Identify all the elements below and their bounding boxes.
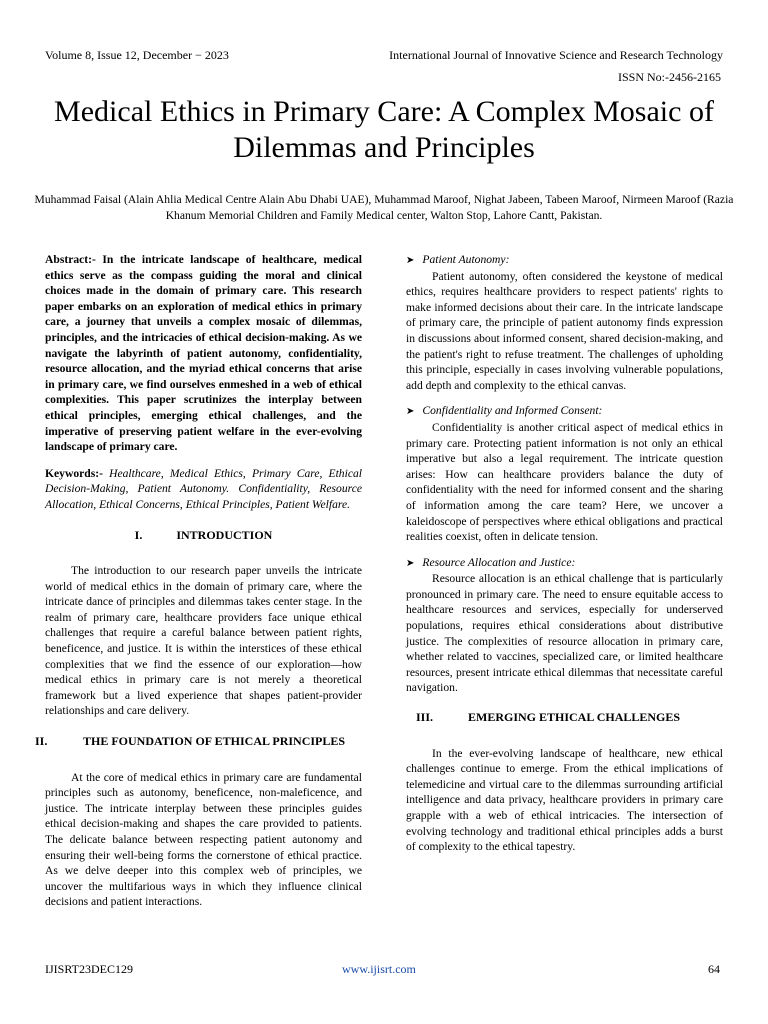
keywords-text: Healthcare, Medical Ethics, Primary Care, Ethical Decision-Making, Patient Autonomy. Confidentiality, Resource Allocation, Ethical Concerns, Ethical Principles, Patient Welfare.	[45, 466, 362, 511]
introduction-body: The introduction to our research paper unveils the intricate world of medical ethics in the domain of primary care, where the intricate dance of principles and dilemmas takes center stage. In the realm of primary care, healthcare providers face unique ethical challenges that require a careful balance between patient rights, beneficence, and justice. It is within the interstices of these ethical complexities that we find the essence of our exploration—how medical ethics in primary care is not merely a theoretical framework but a lived experience that shapes patient-provider relationships and care delivery.	[45, 564, 362, 718]
arrow-bullet-icon: ➤	[406, 406, 415, 418]
subheading-confidentiality	[406, 403, 723, 420]
footer-website-link[interactable]: www.ijisrt.com	[342, 962, 416, 976]
paper-title: Medical Ethics in Primary Care: A Complex Mosaic of Dilemmas and Principles	[54, 95, 714, 164]
left-column	[35, 252, 362, 910]
emerging-body: In the ever-evolving landscape of healthcare, new ethical challenges continue to emerge. From the ethical implications of telemedicine and virtual care to the dilemmas surrounding artificial intelligence and data privacy, healthcare providers in primary care grapple with a web of ethical intricacies. The intersection of evolving technology and traditional ethical principles adds a burst of complexity to the ethical tapestry.	[406, 746, 723, 854]
section-number: III.	[416, 710, 434, 725]
resource-body: Resource allocation is an ethical challenge that is particularly pronounced in primary care. The need to ensure equitable access to healthcare resources and services, especially for underserved populations, requires ethical considerations about distributive justice. The complexities of resource allocation in primary care, whether related to vaccines, specialized care, or limited healthcare resources, present intricate ethical dilemmas that necessitate careful navigation.	[406, 572, 723, 695]
subheading-text: Resource Allocation and Justice:	[422, 555, 576, 569]
page-number: 64	[708, 962, 720, 976]
right-column	[406, 252, 723, 855]
foundation-body: At the core of medical ethics in primary care are fundamental principles such as autonomy, beneficence, non-maleficence, and justice. The intricate interplay between these principles guides ethical decision-making and shapes the care provided to patients. The delicate balance between respecting patient autonomy and ensuring their well-being forms the cornerstone of ethical practice. As we delve deeper into this complex web of principles, we uncover the multifarious ways in which they influence clinical decisions and patient interactions.	[45, 770, 362, 909]
arrow-bullet-icon: ➤	[406, 557, 415, 569]
confidentiality-body: Confidentiality is another critical aspect of medical ethics in primary care. Protecting patient information is not only an ethical imperative but also a legal requirement. The intricate question arises: How can healthcare providers balance the duty of confidentiality with the need for informed consent and the sharing of information among the care team? Here, we uncover a kaleidoscope of perspectives where ethical obligations and practical realities coexist, often in delicate tension.	[406, 420, 723, 544]
issn: ISSN No:-2456-2165	[617, 70, 721, 84]
subheading-text: Patient Autonomy:	[422, 253, 510, 266]
section-heading-emerging	[416, 710, 723, 726]
authors: Muhammad Faisal (Alain Ahlia Medical Centre Alain Abu Dhabi UAE), Muhammad Maroof, Nighat Jabeen, Tabeen Maroof, Nirmeen Maroof (Razia Khanum Memorial Children and Family Medical center, Walton Stop, Lahore Cantt, Pakistan.	[34, 193, 734, 222]
autonomy-body: Patient autonomy, often considered the keystone of medical ethics, requires healthcare providers to respect patients' rights to make informed decisions about their care. In the intricate landscape of primary care, the principle of patient autonomy finds expression in discussions about informed consent, shared decision-making, and the patient's right to refuse treatment. The challenges of upholding this principle, especially in cases involving vulnerable populations, add depth and complexity to the ethical canvas.	[406, 269, 723, 392]
subheading-resource-allocation	[406, 555, 723, 572]
section-title: INTRODUCTION	[176, 527, 273, 542]
journal-name: International Journal of Innovative Science and Research Technology	[389, 48, 723, 62]
keywords-label: Keywords:-	[45, 466, 103, 480]
section-title: THE FOUNDATION OF ETHICAL PRINCIPLES	[83, 734, 346, 749]
section-title: EMERGING ETHICAL CHALLENGES	[468, 710, 681, 725]
footer-code: IJISRT23DEC129	[45, 962, 133, 976]
volume-info: Volume 8, Issue 12, December − 2023	[45, 48, 229, 62]
abstract: Abstract:- In the intricate landscape of healthcare, medical ethics serve as the compass guiding the moral and clinical choices made in the domain of primary care. This research paper embarks on an exploration of medical ethics in primary care, a journey that unveils a complex mosaic of dilemmas, principles, and the intricacies of ethical decision-making. As we navigate the labyrinth of patient autonomy, confidentiality, resource allocation, and the myriad ethical concerns that arise in primary care, we find ourselves enmeshed in a web of ethical complexities. This paper scrutinizes the interplay between ethical principles, emerging ethical challenges, and the imperative of preserving patient welfare in the ever-evolving landscape of primary care.	[45, 253, 362, 454]
section-number: II.	[35, 734, 48, 749]
subheading-patient-autonomy	[406, 252, 723, 269]
arrow-bullet-icon: ➤	[406, 255, 415, 266]
section-number: I.	[134, 527, 143, 542]
section-heading-foundation	[35, 734, 362, 750]
subheading-text: Confidentiality and Informed Consent:	[422, 404, 603, 418]
section-heading-introduction	[45, 528, 362, 544]
keywords	[45, 466, 362, 513]
